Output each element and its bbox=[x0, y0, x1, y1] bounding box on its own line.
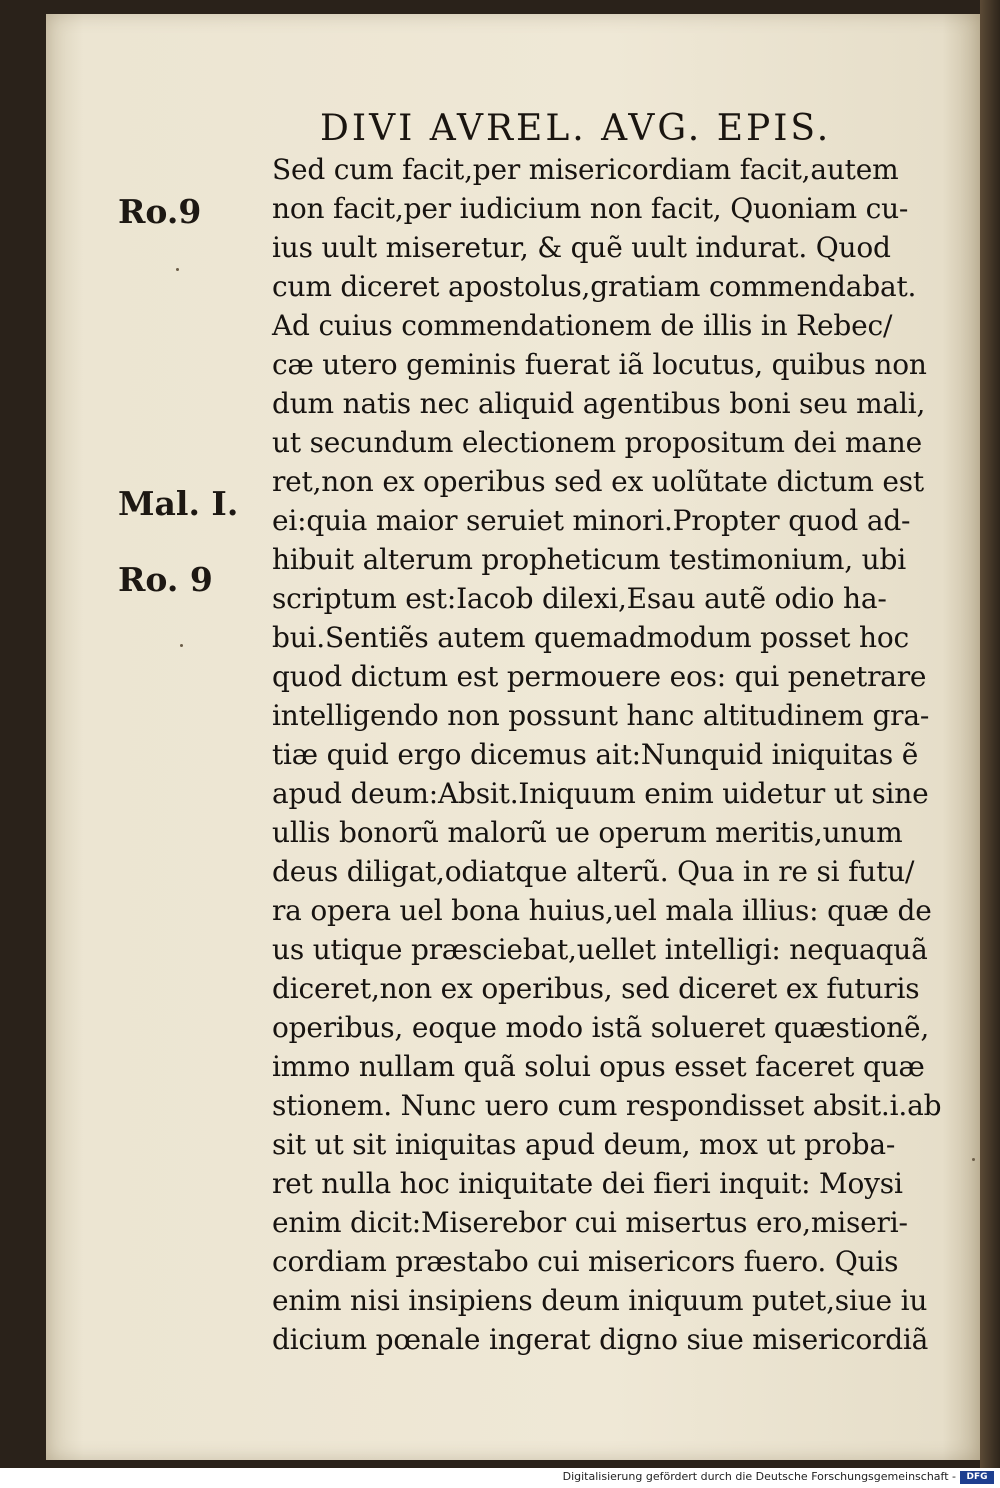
text-line: non facit,per iudicium non facit, Quoniam cu- bbox=[272, 192, 909, 225]
text-line: bui.Sentiẽs autem quemadmodum posset hoc bbox=[272, 621, 909, 654]
text-line: ra opera uel bona huius,uel mala illius: quæ de bbox=[272, 894, 932, 927]
running-head: DIVI AVREL. AVG. EPIS. bbox=[320, 108, 832, 149]
dfg-logo: DFG bbox=[960, 1471, 994, 1484]
text-line: apud deum:Absit.Iniquum enim uidetur ut sine bbox=[272, 777, 929, 810]
text-line: ei:quia maior seruiet minori.Propter quod ad- bbox=[272, 504, 911, 537]
text-line: deus diligat,odiatque alterũ. Qua in re si futu/ bbox=[272, 855, 915, 888]
text-line: scriptum est:Iacob dilexi,Esau autẽ odio ha- bbox=[272, 582, 887, 615]
text-line: tiæ quid ergo dicemus ait:Nunquid iniquitas ẽ bbox=[272, 738, 919, 771]
main-text-block bbox=[272, 150, 942, 1359]
footer-bar bbox=[0, 1468, 1000, 1488]
margin-note-ro9-second: Ro. 9 bbox=[118, 560, 213, 599]
text-line: ius uult miseretur, & quẽ uult indurat. Quod bbox=[272, 231, 891, 264]
text-line: diceret,non ex operibus, sed diceret ex futuris bbox=[272, 972, 920, 1005]
paper-speck bbox=[176, 268, 179, 271]
text-line: enim nisi insipiens deum iniquum putet,siue iu bbox=[272, 1284, 928, 1317]
text-line: sit ut sit iniquitas apud deum, mox ut proba- bbox=[272, 1128, 896, 1161]
text-line: intelligendo non possunt hanc altitudinem gra- bbox=[272, 699, 930, 732]
text-line: operibus, eoque modo istã solueret quæstionẽ, bbox=[272, 1011, 930, 1044]
text-line: Sed cum facit,per misericordiam facit,autem bbox=[272, 153, 899, 186]
text-line: ret nulla hoc iniquitate dei fieri inquit: Moysi bbox=[272, 1167, 903, 1200]
text-line: cum diceret apostolus,gratiam commendabat. bbox=[272, 270, 917, 303]
text-line: dum natis nec aliquid agentibus boni seu mali, bbox=[272, 387, 926, 420]
text-line: ullis bonorũ malorũ ue operum meritis,unum bbox=[272, 816, 903, 849]
text-line: dicium pœnale ingerat digno siue misericordiã bbox=[272, 1323, 929, 1356]
margin-note-mal1: Mal. I. bbox=[118, 484, 239, 523]
text-line: stionem. Nunc uero cum respondisset absit.i.ab bbox=[272, 1089, 942, 1122]
text-line: immo nullam quã solui opus esset faceret quæ bbox=[272, 1050, 925, 1083]
text-line: ret,non ex operibus sed ex uolũtate dictum est bbox=[272, 465, 924, 498]
text-line: enim dicit:Miserebor cui misertus ero,miseri- bbox=[272, 1206, 908, 1239]
text-line: hibuit alterum propheticum testimonium, ubi bbox=[272, 543, 906, 576]
text-line: ut secundum electionem propositum dei mane bbox=[272, 426, 922, 459]
text-line: cordiam præstabo cui misericors fuero. Quis bbox=[272, 1245, 899, 1278]
footer-credit: Digitalisierung gefördert durch die Deutsche Forschungsgemeinschaft - bbox=[562, 1470, 956, 1483]
text-line: Ad cuius commendationem de illis in Rebec/ bbox=[272, 309, 893, 342]
margin-note-ro9: Ro.9 bbox=[118, 192, 202, 231]
text-line: us utique præsciebat,uellet intelligi: nequaquã bbox=[272, 933, 928, 966]
text-line: cæ utero geminis fuerat iã locutus, quibus non bbox=[272, 348, 927, 381]
paper-speck bbox=[972, 1158, 975, 1161]
text-line: quod dictum est permouere eos: qui penetrare bbox=[272, 660, 927, 693]
paper-speck bbox=[180, 644, 183, 647]
page-edge bbox=[980, 0, 1000, 1468]
